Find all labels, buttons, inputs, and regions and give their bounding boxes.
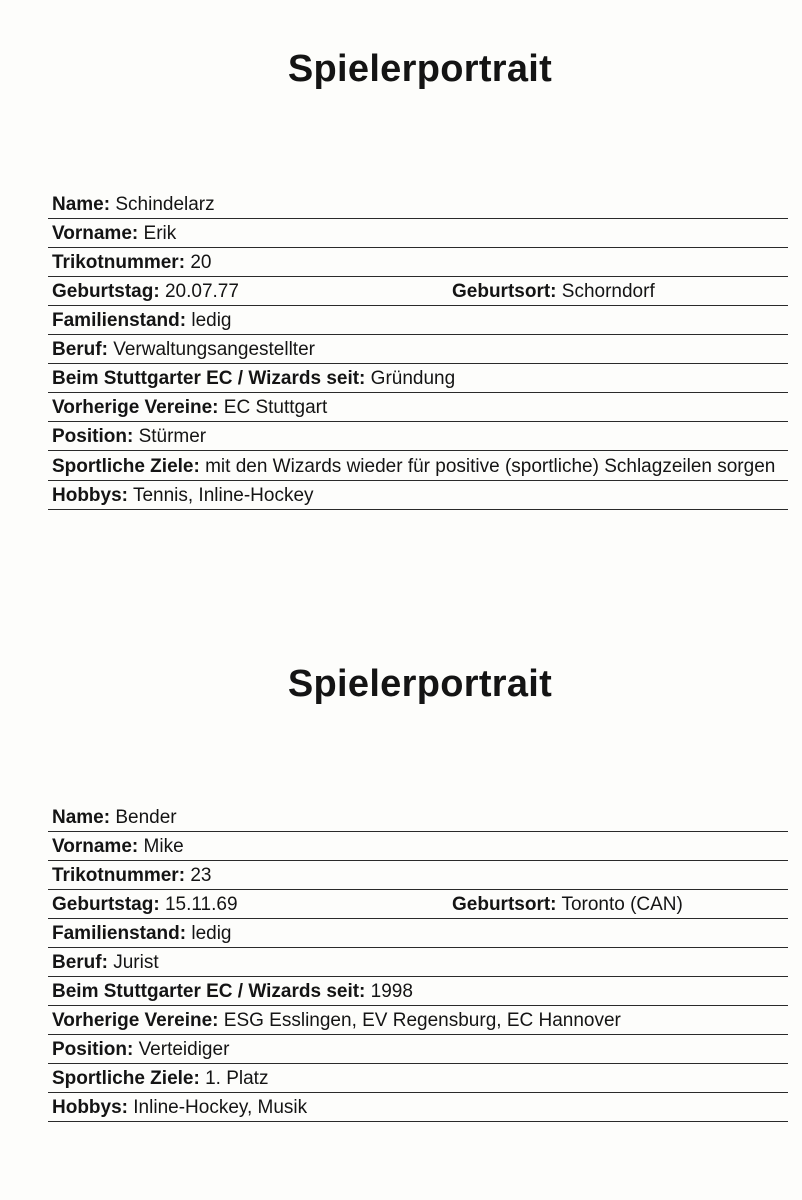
value-geburtsort: Toronto (CAN)	[561, 894, 683, 915]
player-info-table	[48, 803, 788, 1122]
label-trikotnummer: Trikotnummer:	[52, 865, 186, 886]
label-familienstand: Familienstand:	[52, 310, 187, 331]
value-familienstand: ledig	[191, 923, 232, 944]
portrait-title: Spielerportrait	[287, 48, 553, 90]
value-hobbys: Tennis, Inline-Hockey	[132, 485, 314, 506]
label-geburtsort: Geburtsort:	[452, 894, 557, 915]
row-beruf	[48, 335, 788, 364]
value-vorname: Erik	[143, 223, 177, 244]
label-beruf: Beruf:	[52, 952, 108, 973]
player-portrait-1	[48, 40, 788, 506]
value-position: Stürmer	[138, 426, 207, 447]
label-sportliche-ziele: Sportliche Ziele:	[52, 456, 200, 477]
label-geburtstag: Geburtstag:	[52, 281, 160, 302]
row-sportliche-ziele	[48, 451, 788, 481]
label-name: Name:	[52, 807, 111, 828]
row-position	[48, 1035, 788, 1064]
player-portrait-2	[48, 655, 788, 1118]
row-verein-seit	[48, 364, 788, 393]
value-name: Bender	[115, 807, 177, 828]
label-position: Position:	[52, 426, 134, 447]
value-position: Verteidiger	[138, 1039, 230, 1060]
label-trikotnummer: Trikotnummer:	[52, 252, 186, 273]
row-hobbys	[48, 1093, 788, 1122]
value-sportliche-ziele: mit den Wizards wieder für positive (sportliche) Schlagzeilen sorgen	[205, 456, 776, 477]
row-trikotnummer	[48, 861, 788, 890]
label-familienstand: Familienstand:	[52, 923, 187, 944]
label-vorherige-vereine: Vorherige Vereine:	[52, 1010, 219, 1031]
row-familienstand	[48, 306, 788, 335]
value-verein-seit: 1998	[370, 981, 413, 1002]
row-vorname	[48, 832, 788, 861]
label-name: Name:	[52, 194, 111, 215]
row-vorname	[48, 219, 788, 248]
value-familienstand: ledig	[191, 310, 232, 331]
row-trikotnummer	[48, 248, 788, 277]
label-sportliche-ziele: Sportliche Ziele:	[52, 1068, 200, 1089]
row-beruf	[48, 948, 788, 977]
label-verein-seit: Beim Stuttgarter EC / Wizards seit:	[52, 981, 366, 1002]
value-verein-seit: Gründung	[370, 368, 456, 389]
row-vorherige-vereine	[48, 1006, 788, 1035]
label-vorname: Vorname:	[52, 223, 139, 244]
value-vorherige-vereine: EC Stuttgart	[223, 397, 328, 418]
label-beruf: Beruf:	[52, 339, 108, 360]
row-name	[48, 190, 788, 219]
value-hobbys: Inline-Hockey, Musik	[133, 1097, 308, 1118]
label-vorherige-vereine: Vorherige Vereine:	[52, 397, 219, 418]
row-hobbys	[48, 481, 788, 510]
value-vorherige-vereine: ESG Esslingen, EV Regensburg, EC Hannover	[223, 1010, 621, 1031]
row-position	[48, 422, 788, 451]
value-vorname: Mike	[143, 836, 184, 857]
value-geburtsort: Schorndorf	[561, 281, 655, 302]
label-geburtstag: Geburtstag:	[52, 894, 160, 915]
portrait-title: Spielerportrait	[287, 663, 553, 705]
player-info-table	[48, 190, 788, 510]
row-vorherige-vereine	[48, 393, 788, 422]
row-geburt	[48, 277, 788, 306]
label-geburtsort: Geburtsort:	[452, 281, 557, 302]
value-trikotnummer: 20	[190, 252, 212, 273]
value-geburtstag: 15.11.69	[164, 894, 238, 915]
label-hobbys: Hobbys:	[52, 1097, 128, 1118]
value-sportliche-ziele: 1. Platz	[205, 1068, 269, 1089]
row-name	[48, 803, 788, 832]
value-beruf: Verwaltungsangestellter	[113, 339, 315, 360]
label-position: Position:	[52, 1039, 134, 1060]
row-verein-seit	[48, 977, 788, 1006]
value-beruf: Jurist	[113, 952, 159, 973]
value-trikotnummer: 23	[190, 865, 212, 886]
label-verein-seit: Beim Stuttgarter EC / Wizards seit:	[52, 368, 366, 389]
row-geburt	[48, 890, 788, 919]
label-hobbys: Hobbys:	[52, 485, 128, 506]
label-vorname: Vorname:	[52, 836, 139, 857]
value-name: Schindelarz	[115, 194, 215, 215]
row-sportliche-ziele	[48, 1064, 788, 1093]
value-geburtstag: 20.07.77	[164, 281, 239, 302]
row-familienstand	[48, 919, 788, 948]
